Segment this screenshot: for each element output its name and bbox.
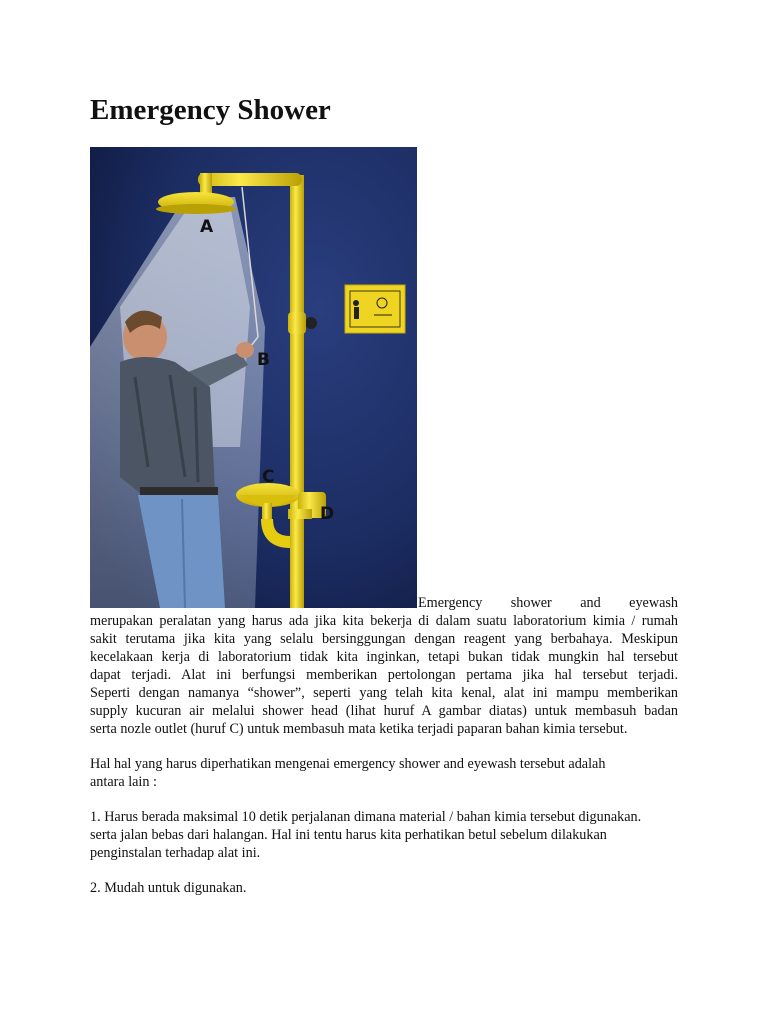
paragraph-line: sakit terutama jika kita yang selalu bersinggungan dengan reagent yang berbahaya. Meskipun: [90, 631, 678, 647]
emergency-shower-photo: [90, 147, 417, 608]
label-d: D: [320, 504, 335, 524]
paragraph-line: merupakan peralatan yang harus ada jika kita bekerja di dalam suatu laboratorium kimia / rumah: [90, 613, 678, 629]
intro-word: eyewash: [629, 595, 678, 611]
label-b: B: [257, 350, 270, 370]
intro-word: and: [580, 595, 601, 611]
considerations-intro-paragraph: [90, 755, 682, 791]
intro-word: Emergency: [418, 595, 483, 611]
paragraph-line: supply kucuran air melalui shower head (lihat huruf A gambar diatas) untuk membasuh badan: [90, 703, 678, 719]
paragraph-line: Seperti dengan namanya “shower”, seperti yang telah kita kenal, alat ini mampu memberikan: [90, 685, 678, 701]
label-c: C: [262, 467, 275, 487]
paragraph-line: serta jalan bebas dari halangan. Hal ini tentu harus kita perhatikan betul sebelum dilakukan: [90, 827, 607, 843]
paragraph-line: 2. Mudah untuk digunakan.: [90, 880, 247, 896]
paragraph-line: 1. Harus berada maksimal 10 detik perjalanan dimana material / bahan kimia tersebut digunakan.: [90, 809, 642, 825]
label-a: A: [200, 217, 214, 237]
paragraph-line: serta nozle outlet (huruf C) untuk membasuh mata ketika terjadi paparan bahan kimia tersebut.: [90, 721, 628, 737]
paragraph-line: antara lain :: [90, 774, 157, 790]
intro-paragraph: [90, 612, 678, 738]
page-title: Emergency Shower: [90, 94, 331, 126]
list-item-2: [90, 879, 682, 897]
intro-first-line: [418, 594, 678, 612]
list-item-1: [90, 808, 682, 862]
intro-word: shower: [510, 595, 552, 611]
paragraph-line: Hal hal yang harus diperhatikan mengenai emergency shower and eyewash tersebut adalah: [90, 756, 606, 772]
paragraph-line: penginstalan terhadap alat ini.: [90, 845, 261, 861]
paragraph-line: dapat terjadi. Alat ini berfungsi memberikan pertolongan pertama jika hal tersebut terjadi.: [90, 667, 678, 683]
paragraph-line: kecelakaan kerja di laboratorium tidak kita inginkan, tetapi bukan tidak mungkin hal tersebut: [90, 649, 678, 665]
